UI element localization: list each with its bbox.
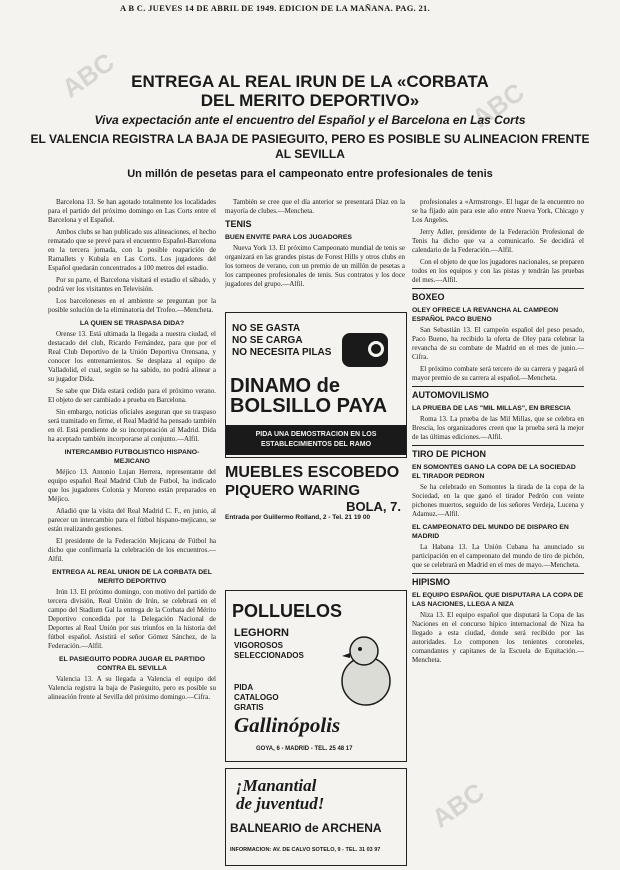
third-title: Un millón de pesetas para el campeonato entre profesionales de tenis: [127, 168, 493, 180]
ad-tagline: NO SE GASTA NO SE CARGA NO NECESITA PILAS: [232, 323, 332, 358]
second-title: EL VALENCIA REGISTRA LA BAJA DE PASIEGUITO, PERO ES POSIBLE SU ALINEACION FRENTE AL SEVILLA: [30, 132, 590, 161]
paragraph: Por su parte, el Barcelona visitará el estadio el sábado, y podrá ver los visitantes en Televisión.: [48, 276, 216, 293]
paragraph: Irún 13. El próximo domingo, con motivo del partido de tercera división, Real Unión de Irún, se celebrará en el campo del Stadium Gal la entrega de la Corbata del Mérito Deportivo concedida por la Delegación Nacional de Deportes al Real Unión por sus triunfos en la historia del fútbol español. Asistirá el señor Gómez Sánchez, de la Federación.—Alfil.: [48, 588, 216, 650]
headline-block: [30, 72, 590, 181]
flashlight-icon: [336, 327, 398, 375]
subtitle: Viva expectación ante el encuentro del Español y el Barcelona en Las Corts: [94, 113, 526, 127]
paragraph: El presidente de la Federación Mejicana de Fútbol ha dicho que confirmaría la celebración de los encuentros.—Alfil.: [48, 537, 216, 563]
column-1: [48, 198, 216, 858]
subheading: LA PRUEBA DE LAS "MIL MILLAS", EN BRESCIA: [412, 405, 571, 412]
watermark: ABC: [426, 776, 490, 834]
ad-address: BOLA, 7.: [346, 499, 401, 514]
page-header: A B C. JUEVES 14 DE ABRIL DE 1949. EDICION DE LA MAÑANA. PAG. 21.: [120, 3, 431, 13]
ad-subtitle: BALNEARIO de ARCHENA: [230, 821, 382, 835]
section-heading: AUTOMOVILISMO: [412, 390, 489, 400]
ad-polluelos: [225, 590, 407, 762]
paragraph: Los barceloneses en el ambiente se preguntan por la posible solución de la eliminatoria del Trofeo.—Mencheta.: [48, 297, 216, 314]
paragraph: El próximo combate será tercero de su carrera y pagará el mayor premio de su carrera al español.—Mencheta.: [412, 365, 584, 382]
paragraph: Sin embargo, noticias oficiales aseguran que su traspaso será tramitado en firme, el Real Madrid ha pensado también en él. Está pendiente de su incorporación al Madrid. Dida ha aceptado también incorporarse al conjunto.—Alfil.: [48, 408, 216, 443]
subheading: EN SOMONTES GANO LA COPA DE LA SOCIEDAD EL TIRADOR PEDRON: [412, 464, 576, 480]
ad-title: MUEBLES ESCOBEDO: [225, 464, 400, 481]
paragraph: Valencia 13. A su llegada a Valencia el equipo del Valencia registra la baja de Pasieguito, pero es posible su alineación frente al Sevilla del próximo domingo.—Cifra.: [48, 675, 216, 701]
subheading: EL CAMPEONATO DEL MUNDO DE DISPARO EN MADRID: [412, 524, 569, 540]
watermark: ABC: [56, 46, 120, 104]
ad-details: INFORMACION: AV. DE CALVO SOTELO, 9 - TEL. 31 03 97: [230, 847, 381, 853]
ad-title: POLLUELOS: [232, 601, 343, 621]
subheading: ENTREGA AL REAL UNION DE LA CORBATA DEL MERITO DEPORTIVO: [52, 569, 212, 585]
paragraph: Nueva York 13. El próximo Campeonato mundial de tenis se organizará en las grandes pistas de Forest Hills y otros clubs en los torneos de verano, con un premio de un millón de pesetas a los campeones profesionales de tenis. Sus contratos y los doce jugadores del grupo.—Alfil.: [225, 244, 405, 288]
paragraph: profesionales a «Armstrong». El lugar de la encuentro no se ha fijado aún para este año entre Nueva York, Chicago y Los Angeles.: [412, 198, 584, 224]
chick-icon: [330, 631, 400, 711]
subheading: BUEN ENVITE PARA LOS JUGADORES: [225, 234, 352, 241]
subheading: OLEY OFRECE LA REVANCHA AL CAMPEON ESPAÑOL PACO BUENO: [412, 307, 559, 323]
ad-footer: PIDA UNA DEMOSTRACION EN LOS ESTABLECIMIENTOS DEL RAMO: [226, 425, 406, 455]
paragraph: Añadió que la visita del Real Madrid C. F., en junio, al parecer un intercambio para el fútbol hispano-mejicano, se están realizando gestiones.: [48, 507, 216, 533]
watermark: ABC: [466, 76, 530, 134]
main-title-line1: ENTREGA AL REAL IRUN DE LA «CORBATA: [131, 72, 489, 91]
ad-dinamo: [225, 312, 407, 458]
subheading: LA QUIEN SE TRASPASA DIDA?: [79, 320, 185, 327]
section-heading: BOXEO: [412, 292, 445, 302]
paragraph: Jerry Adler, presidente de la Federación Profesional de Tenis ha dicho que va a comunicarlo. Se decidirá el calendario de la Federación.—Alfil.: [412, 228, 584, 254]
paragraph: Se ha celebrado en Somontes la tirada de la copa de la Sociedad, en la que ganó el tirador Pedrón con veinte pichones muertos, seguido de los señores Verdeja, Lucena y Adamuz.—Alfil.: [412, 483, 584, 518]
divider: [412, 288, 584, 289]
divider: [412, 573, 584, 574]
paragraph: Ambos clubs se han publicado sus alineaciones, el hecho rematado que se prevé para el encuentro Español-Barcelona en la tercera jornada, con la posible reaparición de Ramallets y Kubala en Las Corts. Los jugadores del Español quedarán concentrados a 100 metros del estadio.: [48, 228, 216, 272]
paragraph: Se sabe que Dida estará cedido para el próximo verano. El objeto de ser cambiado a prueba en Barcelona.: [48, 387, 216, 404]
paragraph: Barcelona 13. Se han agotado totalmente los localidades para el partido del próximo domingo en Las Corts entre el Barcelona y el Español.: [48, 198, 216, 224]
ad-title: ¡Manantial de juventud!: [236, 776, 325, 813]
ad-title: PIQUERO WARING: [225, 482, 361, 499]
subheading: INTERCAMBIO FUTBOLISTICO HISPANO-MEJICANO: [64, 449, 200, 465]
paragraph: Niza 13. El equipo español que disputará la Copa de las Naciones en el concurso hípico internacional de Niza ha llegado a esta ciudad, donde será recibido por las autoridades. Lo componen los tenientes coroneles, comandantes y capitanes de la Escuela de Equitación.—Mencheta.: [412, 611, 584, 664]
section-heading: HIPISMO: [412, 577, 451, 587]
paragraph: Méjico 13. Antonio Lujan Herrera, representante del equipo español Real Madrid Club de Futbol, ha indicado que los jugadores Colonia y Moreno están preparados en Méjico.: [48, 468, 216, 503]
paragraph: La Habana 13. La Unión Cubana ha anunciado su participación en el campeonato del mundo de tiro de pichón, que se celebrará en Madrid en el mes de mayo.—Mencheta.: [412, 543, 584, 569]
ad-address: GOYA, 6 - MADRID - TEL. 25 48 17: [256, 746, 353, 752]
ad-details: Entrada por Guillermo Rolland, 2 - Tel. 21 19 00: [225, 514, 371, 521]
column-3: [412, 198, 584, 858]
paragraph: San Sebastián 13. El campeón español del peso pesado, Paco Bueno, ha recibido la oferta de Oley para celebrar la revancha de su combate de Madrid en el mes de junio.—Cifra.: [412, 326, 584, 361]
subheading: EL EQUIPO ESPAÑOL QUE DISPUTARA LA COPA DE LAS NACIONES, LLEGA A NIZA: [412, 592, 584, 608]
ad-subtitle: LEGHORN: [234, 627, 289, 639]
ad-title: BOLSILLO PAYA: [230, 395, 388, 417]
section-heading: TENIS: [225, 219, 252, 229]
divider: [412, 386, 584, 387]
paragraph: También se cree que el día anterior se presentará Díaz en la mayoría de clubes.—Mencheta.: [225, 198, 405, 215]
ad-muebles: [225, 460, 405, 572]
ad-title: DINAMO de: [230, 375, 340, 397]
divider: [412, 445, 584, 446]
paragraph: Roma 13. La prueba de las Mil Millas, que se celebra en Brescia, los organizadores creen que la prueba será la mejor de las últimas ediciones.—Alfil.: [412, 415, 584, 441]
paragraph: Orense 13. Está ultimada la llegada a nuestra ciudad, el destacado del club, Ricardo Fernández, para que por el Real Club Deportivo de la Unión Deportiva Orensana, y conocer los entrenamientos. Se desplaza al equipo de Valladolid, el cual, según se ha sabido, no podrá alinear a su jugador Dida.: [48, 330, 216, 383]
ad-tagline: VIGOROSOS SELECCIONADOS: [234, 641, 304, 660]
ad-brand: Gallinópolis: [234, 713, 341, 737]
section-heading: TIRO DE PICHON: [412, 449, 487, 459]
subheading: EL PASIEGUITO PODRA JUGAR EL PARTIDO CONTRA EL SEVILLA: [58, 656, 206, 672]
main-title-line2: DEL MERITO DEPORTIVO»: [200, 91, 420, 110]
ad-tagline: PIDA CATALOGO GRATIS: [234, 683, 279, 712]
column-2: [225, 198, 405, 308]
paragraph: Con el objeto de que los jugadores nacionales, se preparen todos en los equipos y con las pistas y tendrán las pruebas del mes.—Alfil.: [412, 258, 584, 284]
ad-archena: [225, 768, 407, 866]
